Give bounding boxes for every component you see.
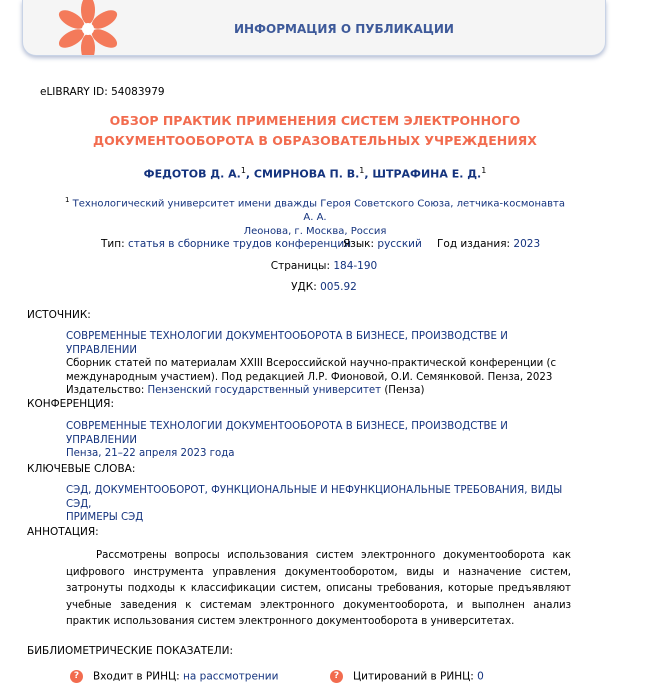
affiliation <box>60 193 570 239</box>
bibliometrics-label: БИБЛИОМЕТРИЧЕСКИЕ ПОКАЗАТЕЛИ: <box>27 645 234 657</box>
publication-title-line2: ДОКУМЕНТООБОРОТА В ОБРАЗОВАТЕЛЬНЫХ УЧРЕЖДЕНИЯХ <box>93 133 537 148</box>
rinc-status <box>70 670 278 683</box>
author-link[interactable]: СМИРНОВА П. В. <box>253 167 360 181</box>
pages-label: Страницы: <box>270 260 330 272</box>
source-title-link[interactable]: СОВРЕМЕННЫЕ ТЕХНОЛОГИИ ДОКУМЕНТООБОРОТА В БИЗНЕСЕ, ПРОИЗВОДСТВЕ И УПРАВЛЕНИИ <box>66 331 508 356</box>
lang-label: Язык: <box>343 238 375 250</box>
keywords-line2[interactable]: ПРИМЕРЫ СЭД <box>66 512 144 523</box>
publication-title-line1: ОБЗОР ПРАКТИК ПРИМЕНЕНИЯ СИСТЕМ ЭЛЕКТРОННОГО <box>109 113 521 128</box>
citations-value[interactable]: 0 <box>477 670 484 683</box>
udk-label: УДК: <box>291 281 317 293</box>
publisher-link[interactable]: Пензенский государственный университет <box>147 385 382 396</box>
author-sup: 1 <box>359 166 365 175</box>
header-panel <box>22 0 606 56</box>
publication-title <box>60 111 570 151</box>
conference-place-date: Пенза, 21–22 апреля 2023 года <box>66 448 235 459</box>
meta-pages <box>0 260 648 272</box>
conference-block <box>66 420 581 461</box>
affiliation-link[interactable]: Технологический университет имени дважды Героя Советского Союза, летчика-космонавта А. А. <box>72 198 565 224</box>
conference-label: КОНФЕРЕНЦИЯ: <box>27 398 114 410</box>
annotation-text: Рассмотрены вопросы использования систем электронного документооборота как цифрового инструмента управления документооборотом, виды и назначение систем, затронуты подходы к классификации систем, описаны требования, которые предъявляют учебные заведения к системам электронного документооборота, и выполнен анализ практик использования систем электронного документооборота в университетах. <box>66 550 571 627</box>
affiliation-line2: Леонова, г. Москва, Россия <box>243 226 387 238</box>
rinc-citations <box>330 670 484 683</box>
author-sup: 1 <box>240 166 246 175</box>
author-sup: 1 <box>481 166 487 175</box>
keywords-line1[interactable]: СЭД, ДОКУМЕНТООБОРОТ, ФУНКЦИОНАЛЬНЫЕ И НЕФУНКЦИОНАЛЬНЫЕ ТРЕБОВАНИЯ, ВИДЫ СЭД, <box>66 485 563 510</box>
type-label: Тип: <box>101 238 125 250</box>
authors: ФЕДОТОВ Д. А.$^1$, СМИРНОВА П. В.$^1$, ШТРАФИНА Е. Д.$^1$ <box>143 166 487 181</box>
meta-language <box>343 238 422 250</box>
author-link[interactable]: ШТРАФИНА Е. Д. <box>372 167 482 181</box>
source-label: ИСТОЧНИК: <box>27 309 91 321</box>
pages-value: 184-190 <box>333 260 378 272</box>
source-desc: Сборник статей по материалам XXIII Всероссийской научно-практической конференции (с международным участием). Под редакцией Л.Р. Фионовой, О.И. Семянковой. Пенза, 2023 <box>66 358 557 383</box>
affiliation-sup: 1 <box>65 196 70 204</box>
keywords-label: КЛЮЧЕВЫЕ СЛОВА: <box>27 463 136 475</box>
annotation-label: АННОТАЦИЯ: <box>27 526 99 538</box>
type-value: статья в сборнике трудов конференции <box>127 238 352 250</box>
author-link[interactable]: ФЕДОТОВ Д. А. <box>143 167 241 181</box>
meta-year <box>437 238 540 250</box>
publisher-city: (Пенза) <box>384 385 425 396</box>
udk-value: 005.92 <box>320 281 357 293</box>
keywords-block <box>66 484 581 525</box>
meta-udk <box>0 281 648 293</box>
meta-type <box>101 238 351 250</box>
publisher-label: Издательство: <box>66 385 145 396</box>
help-icon[interactable]: ? <box>70 670 83 683</box>
year-label: Год издания: <box>437 238 511 250</box>
citations-label: Цитирований в РИНЦ: <box>353 670 474 683</box>
rinc-label: Входит в РИНЦ: <box>93 670 180 683</box>
year-value: 2023 <box>513 238 541 250</box>
page-title: ИНФОРМАЦИЯ О ПУБЛИКАЦИИ <box>234 22 454 36</box>
rinc-value: на рассмотрении <box>183 670 279 683</box>
elibrary-id-value: 54083979 <box>111 86 165 98</box>
conference-title-link[interactable]: СОВРЕМЕННЫЕ ТЕХНОЛОГИИ ДОКУМЕНТООБОРОТА В БИЗНЕСЕ, ПРОИЗВОДСТВЕ И УПРАВЛЕНИИ <box>66 421 508 446</box>
help-icon[interactable]: ? <box>330 670 343 683</box>
lang-value: русский <box>377 238 422 250</box>
elibrary-id-label: eLIBRARY ID: <box>40 86 108 98</box>
source-block <box>66 330 581 398</box>
elibrary-id <box>40 86 165 98</box>
